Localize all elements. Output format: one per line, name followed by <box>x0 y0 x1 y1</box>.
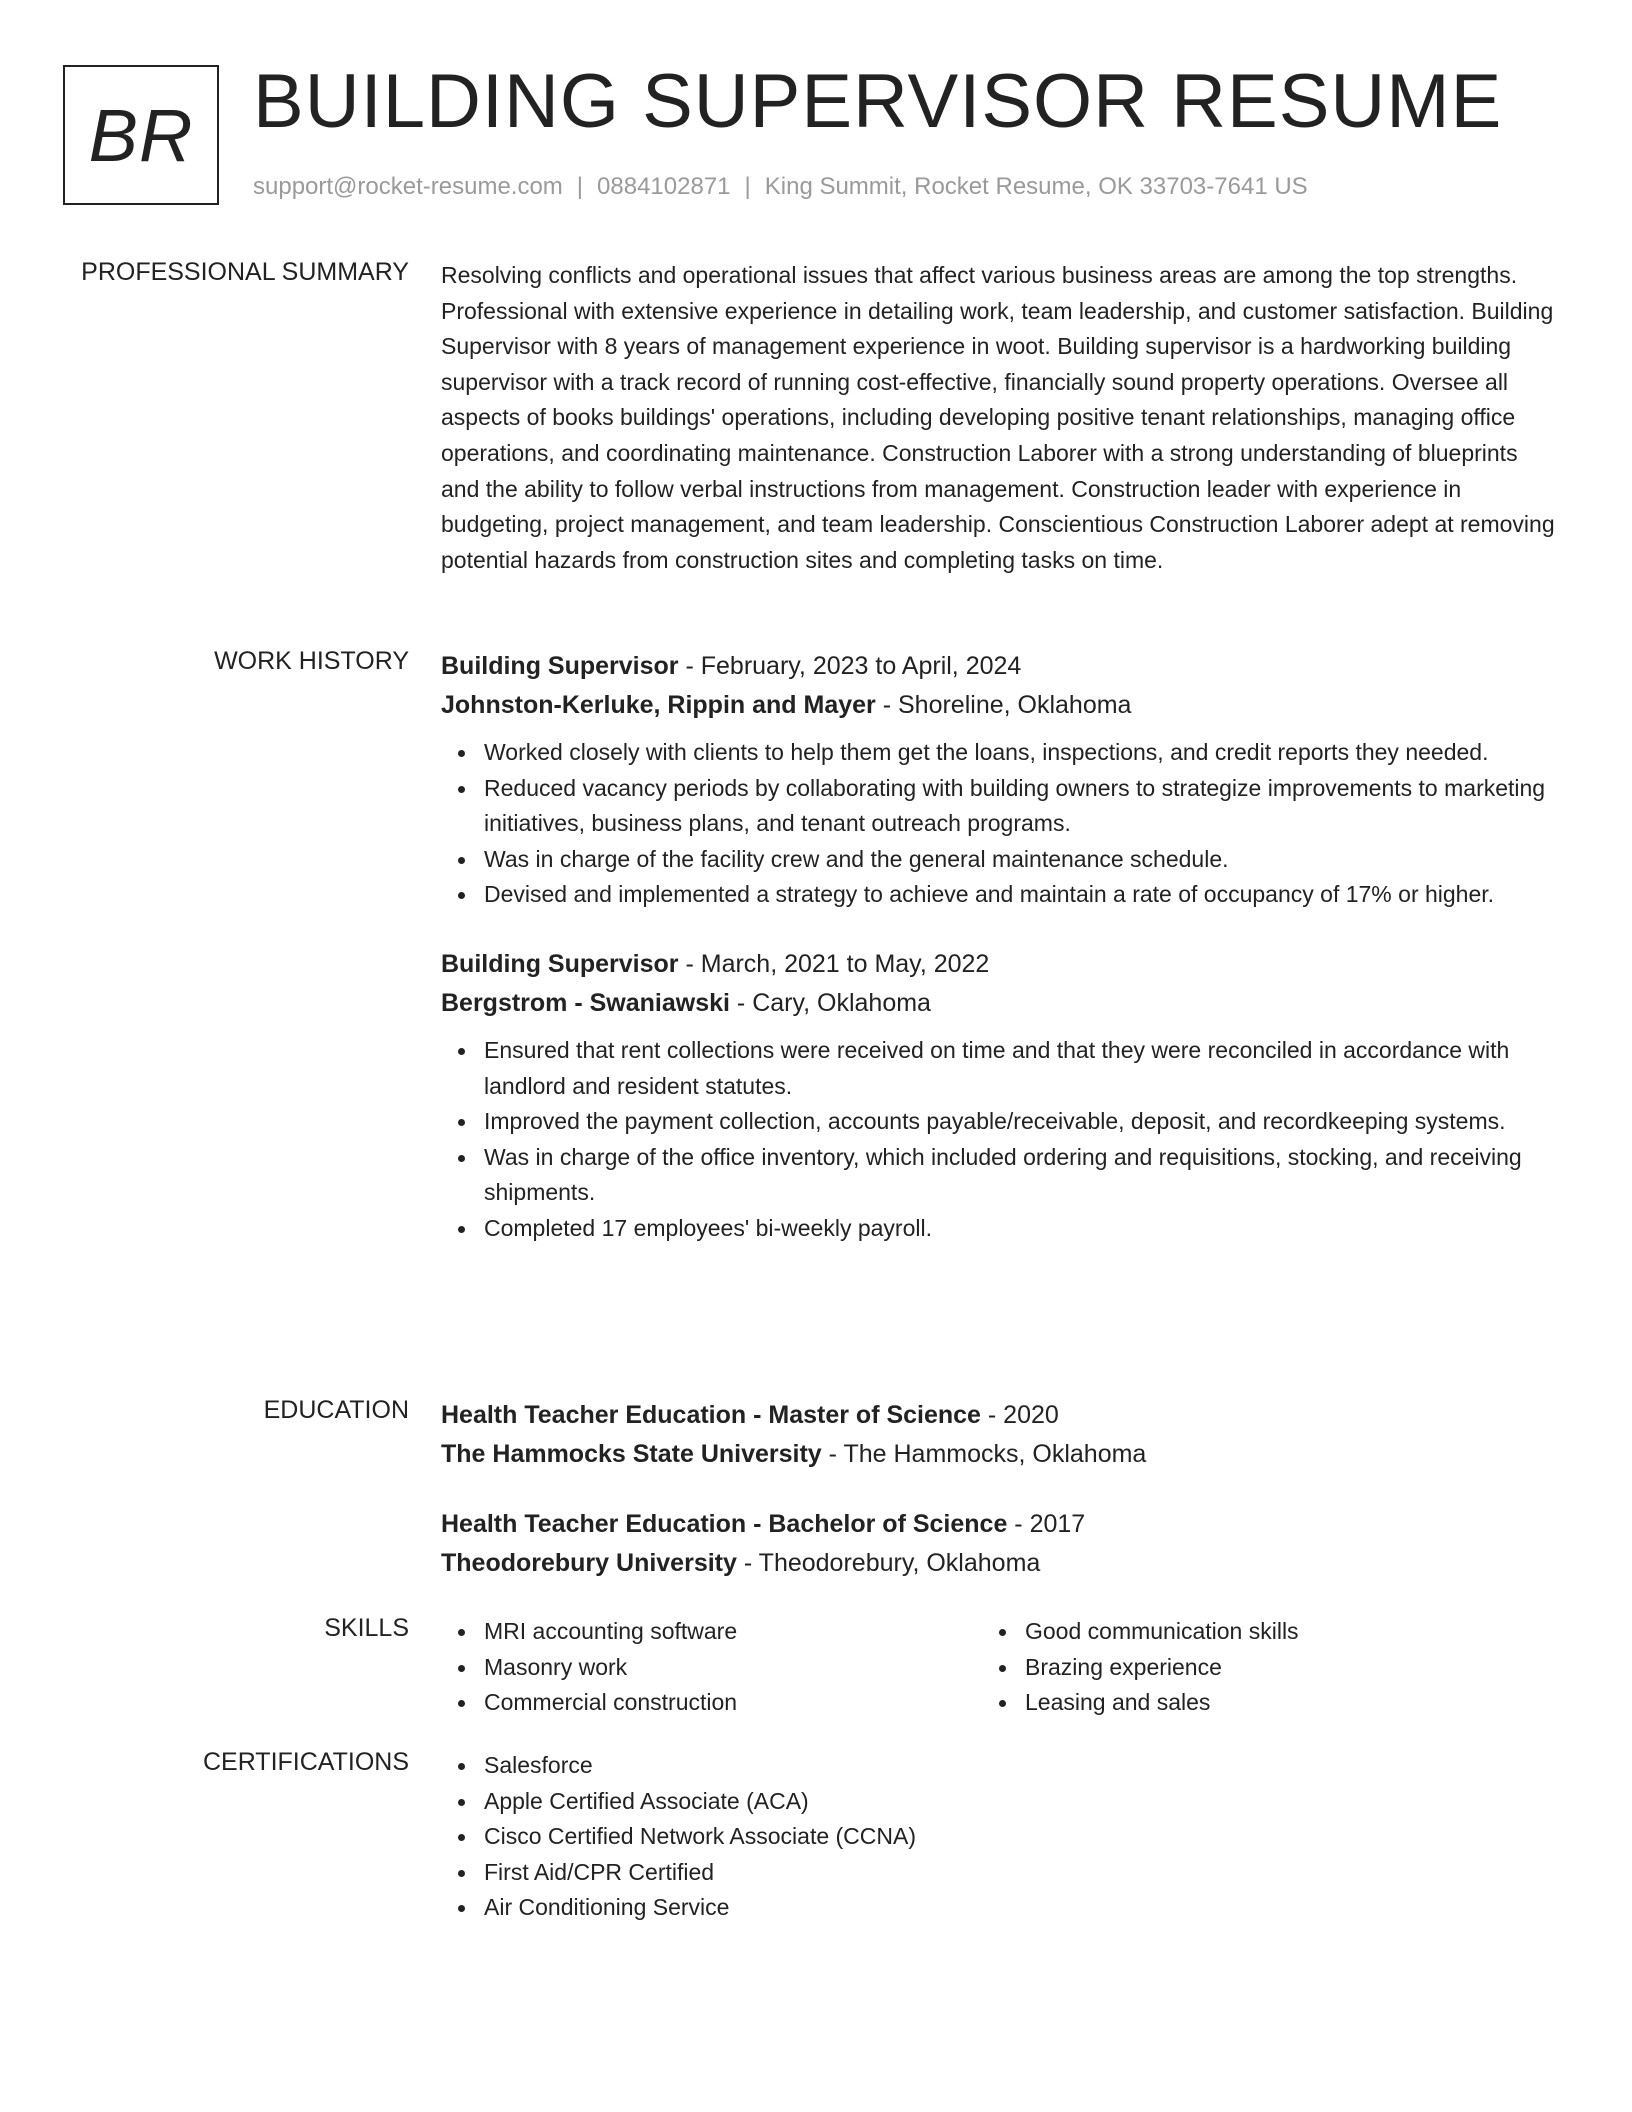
section-label-education: EDUCATION <box>263 1396 409 1424</box>
certifications-list <box>441 1748 1556 1926</box>
job-location: - Shoreline, Oklahoma <box>875 691 1132 719</box>
job-company: Johnston-Kerluke, Rippin and Mayer <box>441 691 876 719</box>
job-company: Bergstrom - Swaniawski <box>441 988 730 1017</box>
school-line <box>441 1544 1556 1583</box>
job-bullet: Ensured that rent collections were received on time and that they were reconciled in accordance with landlord and resident statutes. <box>484 1033 1556 1104</box>
skill-item: Brazing experience <box>1025 1650 1525 1686</box>
school-location: - The Hammocks, Oklahoma <box>821 1440 1147 1468</box>
job-bullet: Was in charge of the office inventory, which included ordering and requisitions, stocking, and receiving shipments. <box>484 1140 1556 1211</box>
section-label-skills: SKILLS <box>324 1614 409 1642</box>
summary-text: Resolving conflicts and operational issues that affect various business areas are among the top strengths. Professional with extensive experience in detailing work, team leadership, and customer satisfaction. Building Supervisor with 8 years of management experience in woot. Building supervisor is a hardworking building supervisor with a track record of running cost-effective, financially sound property operations. Oversee all aspects of books buildings' operations, including developing positive tenant relationships, managing office operations, and coordinating maintenance. Construction Laborer with a strong understanding of blueprints and the ability to follow verbal instructions from management. Construction leader with experience in budgeting, project management, and team leadership. Conscientious Construction Laborer adept at removing potential hazards from construction sites and completing tasks on time. <box>441 262 1555 573</box>
job-location: - Cary, Oklahoma <box>729 988 931 1017</box>
job-bullet: Completed 17 employees' bi-weekly payroll. <box>484 1211 1556 1247</box>
section-label-summary: PROFESSIONAL SUMMARY <box>81 258 409 286</box>
certification-item: First Aid/CPR Certified <box>484 1855 1556 1891</box>
skill-item: Commercial construction <box>484 1685 982 1721</box>
school-location: - Theodorebury, Oklahoma <box>736 1549 1041 1577</box>
summary-body <box>441 258 1556 578</box>
section-label-certifications: CERTIFICATIONS <box>202 1748 409 1776</box>
job-bullet-list <box>441 1033 1556 1247</box>
resume-title: BUILDING SUPERVISOR RESUME <box>253 59 1503 144</box>
job-dates: - February, 2023 to April, 2024 <box>678 652 1022 680</box>
contact-line <box>253 173 1308 201</box>
job-title: Building Supervisor <box>441 652 679 680</box>
skill-item: Leasing and sales <box>1025 1685 1525 1721</box>
degree-name: Health Teacher Education - Master of Science <box>441 1401 981 1429</box>
contact-separator: | <box>744 173 751 200</box>
degree-year: - 2020 <box>980 1401 1059 1429</box>
degree-line <box>441 1505 1556 1544</box>
job-entry <box>441 647 1556 913</box>
monogram-initials: BR <box>88 93 194 177</box>
education-body <box>441 1396 1556 1583</box>
certification-item: Air Conditioning Service <box>484 1890 1556 1926</box>
job-bullet: Was in charge of the facility crew and the general maintenance schedule. <box>484 842 1556 878</box>
skills-body <box>441 1614 1556 1721</box>
skills-list-right <box>982 1614 1525 1721</box>
certification-item: Cisco Certified Network Associate (CCNA) <box>484 1819 1556 1855</box>
job-title-line <box>441 945 1556 984</box>
certification-item: Apple Certified Associate (ACA) <box>484 1784 1556 1820</box>
skills-list-left <box>441 1614 982 1721</box>
job-bullet: Reduced vacancy periods by collaborating with building owners to strategize improvements to marketing initiatives, business plans, and tenant outreach programs. <box>484 771 1556 842</box>
education-entry <box>441 1396 1556 1474</box>
skill-item: MRI accounting software <box>484 1614 982 1650</box>
contact-phone: 0884102871 <box>597 173 731 200</box>
job-bullet: Worked closely with clients to help them get the loans, inspections, and credit reports they needed. <box>484 735 1556 771</box>
degree-line <box>441 1396 1556 1435</box>
job-dates: - March, 2021 to May, 2022 <box>678 949 990 978</box>
job-bullet-list <box>441 735 1556 913</box>
section-label-work-history: WORK HISTORY <box>214 647 409 675</box>
contact-separator: | <box>576 173 584 200</box>
degree-year: - 2017 <box>1007 1510 1086 1538</box>
certifications-body <box>441 1748 1556 1926</box>
school-name: Theodorebury University <box>441 1549 737 1577</box>
job-company-line <box>441 686 1556 725</box>
school-name: The Hammocks State University <box>441 1440 822 1468</box>
certification-item: Salesforce <box>484 1748 1556 1784</box>
job-entry <box>441 945 1556 1247</box>
job-bullet: Devised and implemented a strategy to achieve and maintain a rate of occupancy of 17% or higher. <box>484 877 1556 913</box>
contact-address: King Summit, Rocket Resume, OK 33703-7641 US <box>764 173 1308 200</box>
job-company-line <box>441 984 1556 1023</box>
monogram-box <box>63 65 219 205</box>
degree-name: Health Teacher Education - Bachelor of Science <box>441 1510 1008 1538</box>
skill-item: Good communication skills <box>1025 1614 1525 1650</box>
contact-email: support@rocket-resume.com <box>253 173 563 200</box>
work-history-body <box>441 647 1556 1247</box>
skill-item: Masonry work <box>484 1650 982 1686</box>
education-entry <box>441 1505 1556 1583</box>
job-title: Building Supervisor <box>441 949 679 978</box>
job-title-line <box>441 647 1556 686</box>
job-bullet: Improved the payment collection, accounts payable/receivable, deposit, and recordkeeping systems. <box>484 1104 1556 1140</box>
school-line <box>441 1435 1556 1474</box>
